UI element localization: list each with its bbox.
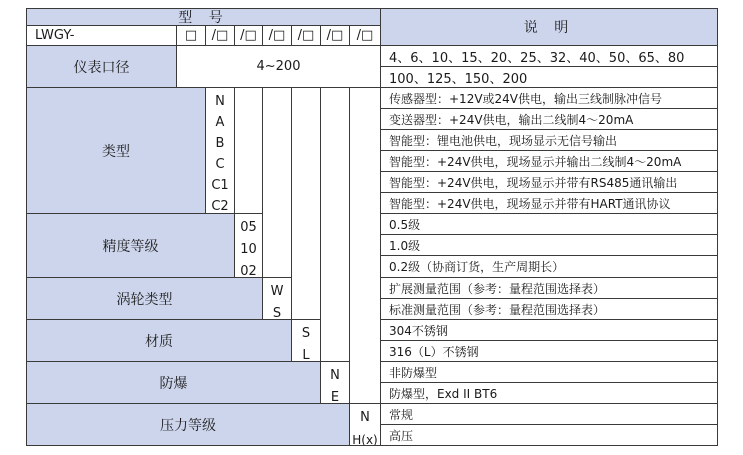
accuracy-desc-3: 0.2级（协商订货，生产周期长） — [380, 255, 718, 278]
accuracy-code: 05 — [240, 220, 257, 235]
material-desc-2: 316（L）不锈钢 — [380, 340, 718, 362]
explosion-label: 防爆 — [26, 361, 321, 404]
turbine-label: 涡轮类型 — [26, 277, 263, 320]
material-code: L — [302, 348, 310, 362]
explosion-desc-1: 非防爆型 — [380, 361, 718, 383]
slot-extra: /□ — [349, 25, 381, 46]
pressure-code: H(x) — [352, 433, 378, 446]
material-desc-1: 304不锈钢 — [380, 319, 718, 341]
type-spacer-2 — [262, 87, 292, 278]
slot-pressure: /□ — [320, 25, 350, 46]
accuracy-codes — [234, 213, 263, 278]
type-code: B — [215, 136, 225, 151]
model-header: 型 号 — [26, 8, 381, 26]
type-code: C2 — [211, 199, 229, 214]
material-code: S — [301, 326, 311, 341]
caliber-desc-1: 4、6、10、15、20、25、32、40、50、65、80 — [380, 45, 718, 67]
accuracy-desc-1: 0.5级 — [380, 213, 718, 235]
slot-type: □ — [176, 25, 206, 46]
turbine-desc-2: 标准测量范围（参考：量程范围选择表） — [380, 298, 718, 320]
type-desc-6: 智能型：+24V供电，现场显示并带有HART通讯协议 — [380, 192, 718, 214]
accuracy-label: 精度等级 — [26, 213, 235, 278]
type-label: 类型 — [26, 87, 206, 214]
pressure-code: N — [360, 410, 370, 425]
turbine-code: W — [270, 284, 284, 299]
accuracy-code: 10 — [240, 242, 257, 257]
type-codes — [205, 87, 235, 214]
slot-material: /□ — [262, 25, 292, 46]
turbine-desc-1: 扩展测量范围（参考：量程范围选择表） — [380, 277, 718, 299]
turbine-codes — [262, 277, 292, 320]
pressure-desc-1: 常规 — [380, 403, 718, 425]
type-spacer-5 — [349, 87, 381, 404]
type-code: A — [215, 115, 225, 130]
turbine-code: S — [272, 306, 282, 320]
explosion-desc-2: 防爆型，Exd II BT6 — [380, 382, 718, 404]
accuracy-code: 02 — [240, 264, 257, 278]
model-prefix: LWGY- — [26, 25, 177, 46]
explosion-code: E — [330, 390, 340, 404]
slot-explosion: /□ — [291, 25, 321, 46]
caliber-label: 仪表口径 — [26, 45, 177, 88]
type-spacer-1 — [234, 87, 263, 214]
type-code: C1 — [211, 178, 229, 193]
description-header: 说 明 — [380, 8, 718, 46]
type-code: N — [215, 94, 225, 109]
type-desc-3: 智能型：锂电池供电，现场显示无信号输出 — [380, 129, 718, 151]
pressure-label: 压力等级 — [26, 403, 350, 446]
explosion-code: N — [330, 368, 340, 383]
pressure-codes — [349, 403, 381, 446]
material-label: 材质 — [26, 319, 292, 362]
type-spacer-4 — [320, 87, 350, 362]
material-codes — [291, 319, 321, 362]
accuracy-desc-2: 1.0级 — [380, 234, 718, 256]
pressure-desc-2: 高压 — [380, 424, 718, 446]
type-desc-1: 传感器型：+12V或24V供电，输出三线制脉冲信号 — [380, 87, 718, 109]
slot-accuracy: /□ — [205, 25, 235, 46]
type-desc-5: 智能型：+24V供电，现场显示并带有RS485通讯输出 — [380, 171, 718, 193]
type-desc-2: 变送器型：+24V供电，输出二线制4～20mA — [380, 108, 718, 130]
type-spacer-3 — [291, 87, 321, 320]
explosion-codes — [320, 361, 350, 404]
caliber-desc-2: 100、125、150、200 — [380, 66, 718, 88]
type-code: C — [215, 157, 225, 172]
slot-turbine: /□ — [234, 25, 263, 46]
caliber-value: 4~200 — [176, 45, 381, 88]
type-desc-4: 智能型：+24V供电，现场显示并输出二线制4～20mA — [380, 150, 718, 172]
